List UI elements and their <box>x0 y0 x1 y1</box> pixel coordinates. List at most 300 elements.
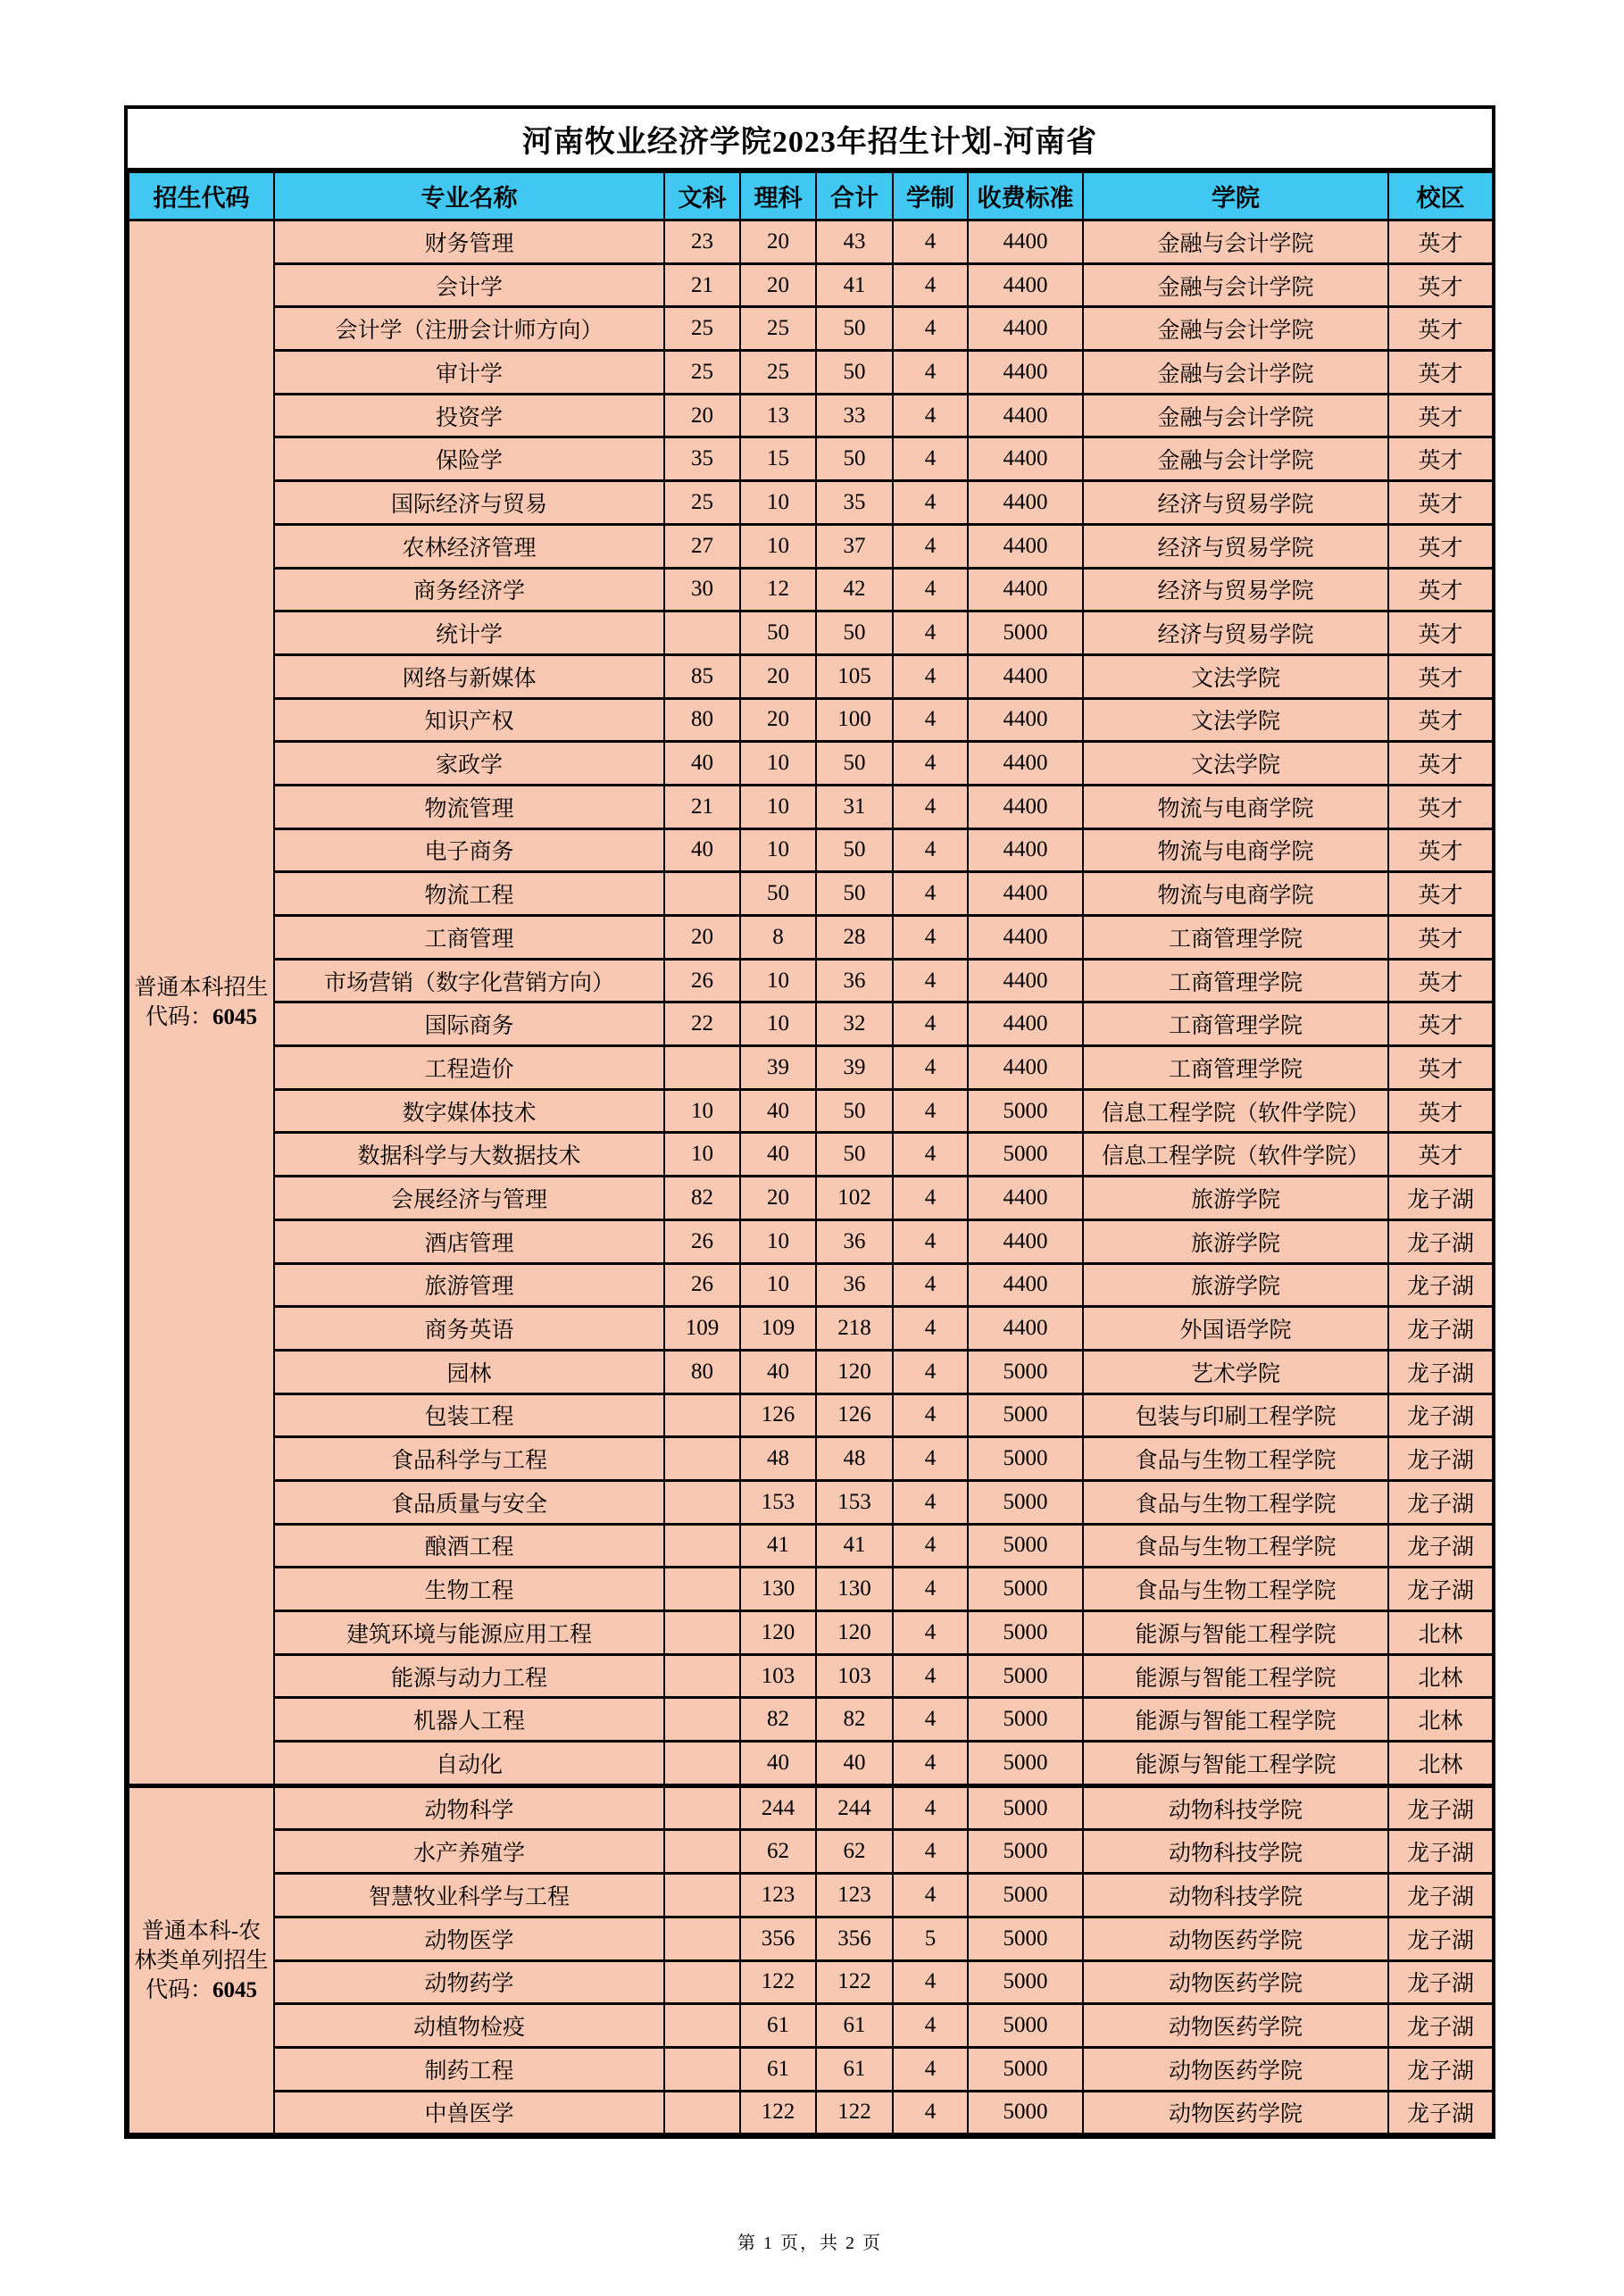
cell-campus: 龙子湖 <box>1388 1177 1493 1220</box>
cell-duration: 4 <box>893 1874 968 1917</box>
cell-campus: 龙子湖 <box>1388 1524 1493 1568</box>
table-row <box>129 654 1493 698</box>
cell-fee: 5000 <box>968 2004 1083 2048</box>
table-row <box>129 1611 1493 1655</box>
cell-fee: 4400 <box>968 959 1083 1002</box>
cell-campus: 英才 <box>1388 220 1493 264</box>
cell-duration: 4 <box>893 1524 968 1568</box>
cell-college: 经济与贸易学院 <box>1083 568 1388 611</box>
cell-total: 41 <box>816 263 893 307</box>
cell-science: 40 <box>740 1742 816 1786</box>
cell-science: 62 <box>740 1830 816 1874</box>
section-code <box>131 1976 271 2005</box>
enrollment-table <box>124 105 1495 2139</box>
cell-campus: 龙子湖 <box>1388 2004 1493 2048</box>
cell-science: 10 <box>740 481 816 525</box>
cell-science: 39 <box>740 1046 816 1090</box>
cell-science: 20 <box>740 263 816 307</box>
cell-major: 中兽医学 <box>274 2091 664 2134</box>
col-header-duration: 学制 <box>893 172 968 220</box>
cell-campus: 英才 <box>1388 307 1493 351</box>
cell-duration: 4 <box>893 1002 968 1046</box>
cell-campus: 英才 <box>1388 1002 1493 1046</box>
cell-major: 建筑环境与能源应用工程 <box>274 1611 664 1655</box>
cell-campus: 龙子湖 <box>1388 2091 1493 2134</box>
cell-total: 105 <box>816 654 893 698</box>
table-row <box>129 1307 1493 1351</box>
table-row <box>129 2004 1493 2048</box>
cell-college: 能源与智能工程学院 <box>1083 1742 1388 1786</box>
cell-college: 包装与印刷工程学院 <box>1083 1393 1388 1437</box>
cell-campus: 英才 <box>1388 1046 1493 1090</box>
cell-campus: 龙子湖 <box>1388 1785 1493 1830</box>
table-row <box>129 1698 1493 1742</box>
cell-fee: 5000 <box>968 1785 1083 1830</box>
cell-fee: 4400 <box>968 916 1083 960</box>
cell-fee: 4400 <box>968 394 1083 437</box>
cell-campus: 龙子湖 <box>1388 1307 1493 1351</box>
cell-college: 食品与生物工程学院 <box>1083 1480 1388 1524</box>
cell-science: 10 <box>740 524 816 568</box>
cell-fee: 5000 <box>968 1611 1083 1655</box>
cell-science: 20 <box>740 1177 816 1220</box>
cell-science: 82 <box>740 1698 816 1742</box>
cell-duration: 4 <box>893 1350 968 1393</box>
cell-total: 50 <box>816 611 893 655</box>
cell-duration: 4 <box>893 1568 968 1611</box>
cell-science: 15 <box>740 437 816 481</box>
table-row <box>129 568 1493 611</box>
cell-science: 40 <box>740 1350 816 1393</box>
cell-college: 信息工程学院（软件学院） <box>1083 1089 1388 1133</box>
cell-duration: 4 <box>893 2091 968 2134</box>
cell-college: 食品与生物工程学院 <box>1083 1568 1388 1611</box>
cell-college: 金融与会计学院 <box>1083 437 1388 481</box>
cell-major: 审计学 <box>274 351 664 395</box>
section-code-cell <box>129 1785 274 2134</box>
table-row <box>129 1089 1493 1133</box>
cell-major: 工商管理 <box>274 916 664 960</box>
cell-fee: 4400 <box>968 1046 1083 1090</box>
cell-arts <box>664 1568 740 1611</box>
cell-major: 数字媒体技术 <box>274 1089 664 1133</box>
cell-total: 36 <box>816 1263 893 1307</box>
cell-major: 网络与新媒体 <box>274 654 664 698</box>
cell-campus: 龙子湖 <box>1388 1393 1493 1437</box>
cell-science: 10 <box>740 1219 816 1263</box>
cell-duration: 4 <box>893 785 968 828</box>
cell-duration: 4 <box>893 481 968 525</box>
cell-duration: 4 <box>893 351 968 395</box>
cell-college: 旅游学院 <box>1083 1263 1388 1307</box>
cell-fee: 5000 <box>968 1524 1083 1568</box>
cell-science: 20 <box>740 220 816 264</box>
cell-total: 356 <box>816 1917 893 1960</box>
cell-arts: 27 <box>664 524 740 568</box>
cell-fee: 5000 <box>968 2091 1083 2134</box>
cell-arts: 82 <box>664 1177 740 1220</box>
cell-science: 40 <box>740 1089 816 1133</box>
cell-college: 动物科技学院 <box>1083 1830 1388 1874</box>
cell-science: 123 <box>740 1874 816 1917</box>
cell-college: 动物科技学院 <box>1083 1874 1388 1917</box>
cell-total: 244 <box>816 1785 893 1830</box>
cell-science: 40 <box>740 1133 816 1177</box>
cell-campus: 英才 <box>1388 568 1493 611</box>
cell-college: 能源与智能工程学院 <box>1083 1698 1388 1742</box>
cell-arts <box>664 2047 740 2091</box>
cell-major: 投资学 <box>274 394 664 437</box>
cell-science: 13 <box>740 394 816 437</box>
cell-arts: 20 <box>664 394 740 437</box>
cell-campus: 龙子湖 <box>1388 1917 1493 1960</box>
cell-campus: 北林 <box>1388 1611 1493 1655</box>
cell-fee: 4400 <box>968 437 1083 481</box>
cell-major: 国际经济与贸易 <box>274 481 664 525</box>
cell-major: 统计学 <box>274 611 664 655</box>
cell-major: 园林 <box>274 1350 664 1393</box>
table-row <box>129 263 1493 307</box>
cell-duration: 4 <box>893 1437 968 1481</box>
cell-campus: 龙子湖 <box>1388 1874 1493 1917</box>
cell-major: 自动化 <box>274 1742 664 1786</box>
cell-fee: 4400 <box>968 654 1083 698</box>
table-row <box>129 1177 1493 1220</box>
cell-arts <box>664 1654 740 1698</box>
cell-duration: 4 <box>893 1177 968 1220</box>
cell-major: 智慧牧业科学与工程 <box>274 1874 664 1917</box>
cell-science: 122 <box>740 2091 816 2134</box>
cell-duration: 4 <box>893 1133 968 1177</box>
cell-fee: 4400 <box>968 568 1083 611</box>
table-row <box>129 524 1493 568</box>
table-body <box>129 220 1493 2134</box>
cell-arts: 22 <box>664 1002 740 1046</box>
cell-college: 金融与会计学院 <box>1083 394 1388 437</box>
cell-science: 8 <box>740 916 816 960</box>
cell-science: 10 <box>740 959 816 1002</box>
table-row <box>129 872 1493 916</box>
cell-major: 电子商务 <box>274 828 664 872</box>
cell-college: 食品与生物工程学院 <box>1083 1437 1388 1481</box>
cell-total: 48 <box>816 1437 893 1481</box>
col-header-arts: 文科 <box>664 172 740 220</box>
cell-duration: 4 <box>893 1654 968 1698</box>
cell-campus: 英才 <box>1388 611 1493 655</box>
col-header-fee: 收费标准 <box>968 172 1083 220</box>
cell-arts: 40 <box>664 742 740 786</box>
col-header-total: 合计 <box>816 172 893 220</box>
cell-arts <box>664 1480 740 1524</box>
cell-total: 50 <box>816 1133 893 1177</box>
cell-total: 31 <box>816 785 893 828</box>
section-code <box>131 1002 271 1032</box>
cell-total: 50 <box>816 828 893 872</box>
cell-major: 农林经济管理 <box>274 524 664 568</box>
cell-total: 32 <box>816 1002 893 1046</box>
table-row <box>129 611 1493 655</box>
cell-duration: 4 <box>893 437 968 481</box>
table-row <box>129 1263 1493 1307</box>
cell-fee: 4400 <box>968 1219 1083 1263</box>
table-row <box>129 351 1493 395</box>
cell-campus: 英才 <box>1388 1133 1493 1177</box>
cell-arts <box>664 1393 740 1437</box>
cell-fee: 4400 <box>968 742 1083 786</box>
cell-campus: 龙子湖 <box>1388 1437 1493 1481</box>
cell-science: 50 <box>740 611 816 655</box>
cell-fee: 5000 <box>968 1742 1083 1786</box>
cell-science: 130 <box>740 1568 816 1611</box>
cell-duration: 4 <box>893 524 968 568</box>
cell-duration: 4 <box>893 1830 968 1874</box>
cell-fee: 5000 <box>968 611 1083 655</box>
cell-campus: 英才 <box>1388 654 1493 698</box>
cell-total: 37 <box>816 524 893 568</box>
cell-fee: 5000 <box>968 1960 1083 2004</box>
cell-fee: 5000 <box>968 1089 1083 1133</box>
cell-arts <box>664 2004 740 2048</box>
table-row <box>129 1654 1493 1698</box>
cell-science: 10 <box>740 1263 816 1307</box>
cell-science: 103 <box>740 1654 816 1698</box>
cell-science: 10 <box>740 742 816 786</box>
cell-college: 工商管理学院 <box>1083 959 1388 1002</box>
cell-college: 金融与会计学院 <box>1083 307 1388 351</box>
cell-arts <box>664 1785 740 1830</box>
cell-arts: 23 <box>664 220 740 264</box>
cell-science: 48 <box>740 1437 816 1481</box>
cell-arts: 26 <box>664 959 740 1002</box>
section-code-number: 6045 <box>212 1004 257 1029</box>
cell-fee: 4400 <box>968 872 1083 916</box>
cell-college: 外国语学院 <box>1083 1307 1388 1351</box>
section-label: 普通本科招生 <box>134 975 269 1000</box>
cell-campus: 北林 <box>1388 1742 1493 1786</box>
cell-duration: 4 <box>893 742 968 786</box>
cell-arts <box>664 1742 740 1786</box>
cell-duration: 4 <box>893 611 968 655</box>
cell-arts: 21 <box>664 785 740 828</box>
cell-college: 工商管理学院 <box>1083 1002 1388 1046</box>
table-title: 河南牧业经济学院2023年招生计划-河南省 <box>128 109 1492 171</box>
cell-college: 动物医药学院 <box>1083 1960 1388 2004</box>
cell-total: 122 <box>816 1960 893 2004</box>
cell-total: 126 <box>816 1393 893 1437</box>
cell-total: 100 <box>816 698 893 742</box>
cell-fee: 5000 <box>968 1437 1083 1481</box>
table-row <box>129 1219 1493 1263</box>
cell-arts: 10 <box>664 1133 740 1177</box>
cell-duration: 4 <box>893 1307 968 1351</box>
cell-college: 金融与会计学院 <box>1083 263 1388 307</box>
cell-major: 工程造价 <box>274 1046 664 1090</box>
cell-arts <box>664 2091 740 2134</box>
cell-campus: 龙子湖 <box>1388 2047 1493 2091</box>
cell-major: 物流工程 <box>274 872 664 916</box>
cell-arts <box>664 1046 740 1090</box>
cell-duration: 4 <box>893 654 968 698</box>
cell-arts: 25 <box>664 307 740 351</box>
cell-total: 82 <box>816 1698 893 1742</box>
cell-college: 动物医药学院 <box>1083 2004 1388 2048</box>
cell-duration: 4 <box>893 1480 968 1524</box>
cell-campus: 龙子湖 <box>1388 1263 1493 1307</box>
cell-arts <box>664 1524 740 1568</box>
cell-college: 文法学院 <box>1083 654 1388 698</box>
cell-major: 知识产权 <box>274 698 664 742</box>
cell-major: 保险学 <box>274 437 664 481</box>
cell-total: 50 <box>816 307 893 351</box>
cell-college: 经济与贸易学院 <box>1083 524 1388 568</box>
cell-fee: 4400 <box>968 1177 1083 1220</box>
cell-duration: 4 <box>893 394 968 437</box>
section-label: 普通本科-农林类单列招生 <box>134 1918 269 1973</box>
cell-fee: 4400 <box>968 524 1083 568</box>
cell-arts <box>664 1437 740 1481</box>
table-row <box>129 1785 1493 1830</box>
cell-major: 动物科学 <box>274 1785 664 1830</box>
cell-major: 家政学 <box>274 742 664 786</box>
cell-arts: 26 <box>664 1219 740 1263</box>
cell-fee: 4400 <box>968 263 1083 307</box>
cell-total: 40 <box>816 1742 893 1786</box>
cell-arts <box>664 1698 740 1742</box>
cell-campus: 英才 <box>1388 742 1493 786</box>
table-row <box>129 1874 1493 1917</box>
cell-campus: 英才 <box>1388 785 1493 828</box>
cell-total: 43 <box>816 220 893 264</box>
cell-campus: 龙子湖 <box>1388 1219 1493 1263</box>
cell-science: 20 <box>740 698 816 742</box>
cell-fee: 4400 <box>968 698 1083 742</box>
cell-college: 经济与贸易学院 <box>1083 481 1388 525</box>
cell-arts: 25 <box>664 481 740 525</box>
cell-fee: 4400 <box>968 1307 1083 1351</box>
cell-college: 旅游学院 <box>1083 1219 1388 1263</box>
cell-college: 金融与会计学院 <box>1083 220 1388 264</box>
cell-science: 120 <box>740 1611 816 1655</box>
cell-major: 水产养殖学 <box>274 1830 664 1874</box>
cell-fee: 5000 <box>968 1480 1083 1524</box>
cell-major: 商务英语 <box>274 1307 664 1351</box>
cell-college: 艺术学院 <box>1083 1350 1388 1393</box>
cell-duration: 4 <box>893 828 968 872</box>
cell-college: 动物医药学院 <box>1083 2091 1388 2134</box>
cell-college: 动物科技学院 <box>1083 1785 1388 1830</box>
table-row <box>129 1917 1493 1960</box>
col-header-science: 理科 <box>740 172 816 220</box>
table-row <box>129 1393 1493 1437</box>
cell-major: 物流管理 <box>274 785 664 828</box>
cell-science: 25 <box>740 351 816 395</box>
cell-science: 61 <box>740 2004 816 2048</box>
cell-major: 能源与动力工程 <box>274 1654 664 1698</box>
cell-college: 能源与智能工程学院 <box>1083 1654 1388 1698</box>
cell-campus: 英才 <box>1388 872 1493 916</box>
cell-college: 文法学院 <box>1083 742 1388 786</box>
cell-total: 28 <box>816 916 893 960</box>
cell-arts: 80 <box>664 698 740 742</box>
cell-major: 动物医学 <box>274 1917 664 1960</box>
cell-college: 工商管理学院 <box>1083 916 1388 960</box>
cell-campus: 英才 <box>1388 394 1493 437</box>
cell-duration: 4 <box>893 1785 968 1830</box>
cell-major: 酒店管理 <box>274 1219 664 1263</box>
col-header-major: 专业名称 <box>274 172 664 220</box>
cell-fee: 4400 <box>968 1263 1083 1307</box>
cell-campus: 北林 <box>1388 1698 1493 1742</box>
cell-major: 生物工程 <box>274 1568 664 1611</box>
cell-arts <box>664 1611 740 1655</box>
col-header-college: 学院 <box>1083 172 1388 220</box>
cell-duration: 4 <box>893 263 968 307</box>
table-row <box>129 307 1493 351</box>
cell-campus: 英才 <box>1388 437 1493 481</box>
cell-major: 动物药学 <box>274 1960 664 2004</box>
section-code-prefix: 代码： <box>145 1977 212 2002</box>
cell-major: 食品科学与工程 <box>274 1437 664 1481</box>
cell-college: 文法学院 <box>1083 698 1388 742</box>
cell-science: 50 <box>740 872 816 916</box>
cell-major: 商务经济学 <box>274 568 664 611</box>
cell-major: 制药工程 <box>274 2047 664 2091</box>
cell-college: 旅游学院 <box>1083 1177 1388 1220</box>
table-row <box>129 916 1493 960</box>
cell-science: 109 <box>740 1307 816 1351</box>
table-row <box>129 1480 1493 1524</box>
cell-total: 120 <box>816 1611 893 1655</box>
cell-major: 数据科学与大数据技术 <box>274 1133 664 1177</box>
cell-duration: 4 <box>893 2004 968 2048</box>
cell-college: 动物医药学院 <box>1083 1917 1388 1960</box>
cell-duration: 4 <box>893 698 968 742</box>
cell-total: 50 <box>816 742 893 786</box>
table-row <box>129 220 1493 264</box>
cell-science: 356 <box>740 1917 816 1960</box>
cell-science: 10 <box>740 1002 816 1046</box>
cell-science: 25 <box>740 307 816 351</box>
cell-arts: 26 <box>664 1263 740 1307</box>
cell-arts <box>664 1917 740 1960</box>
cell-total: 36 <box>816 1219 893 1263</box>
cell-duration: 4 <box>893 1393 968 1437</box>
cell-major: 机器人工程 <box>274 1698 664 1742</box>
cell-arts: 80 <box>664 1350 740 1393</box>
cell-total: 153 <box>816 1480 893 1524</box>
cell-duration: 4 <box>893 1611 968 1655</box>
table-row <box>129 1133 1493 1177</box>
cell-arts <box>664 872 740 916</box>
cell-college: 食品与生物工程学院 <box>1083 1524 1388 1568</box>
cell-duration: 4 <box>893 1698 968 1742</box>
cell-fee: 5000 <box>968 1654 1083 1698</box>
cell-arts <box>664 1830 740 1874</box>
cell-total: 61 <box>816 2004 893 2048</box>
page-footer: 第 1 页，共 2 页 <box>737 2234 882 2253</box>
cell-duration: 4 <box>893 1263 968 1307</box>
cell-fee: 4400 <box>968 785 1083 828</box>
cell-duration: 4 <box>893 220 968 264</box>
cell-total: 130 <box>816 1568 893 1611</box>
section-code-number: 6045 <box>212 1977 257 2002</box>
cell-campus: 英才 <box>1388 828 1493 872</box>
cell-college: 物流与电商学院 <box>1083 785 1388 828</box>
section-code-cell <box>129 220 274 1786</box>
cell-total: 39 <box>816 1046 893 1090</box>
cell-duration: 4 <box>893 872 968 916</box>
cell-science: 126 <box>740 1393 816 1437</box>
